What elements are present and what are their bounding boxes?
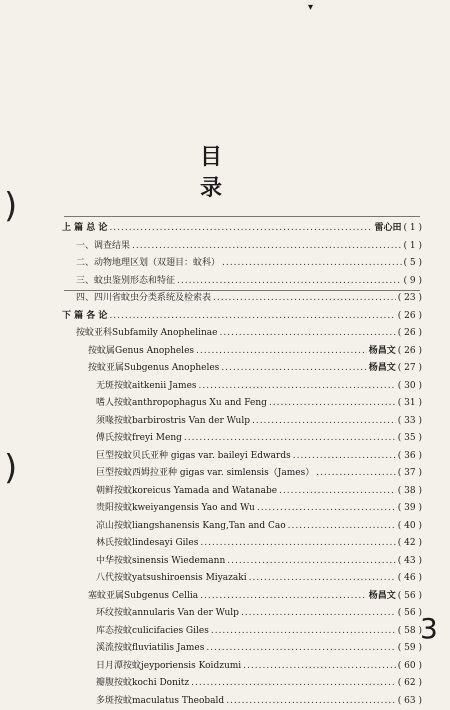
toc-entry-page: ( 37 ) — [398, 465, 422, 483]
toc-entry — [62, 605, 422, 623]
dot-leader — [222, 255, 402, 273]
toc-entry-label: 环纹按蚊annularis Van der Wulp — [96, 605, 239, 623]
toc-entry — [62, 273, 422, 291]
toc-entry — [62, 395, 422, 413]
toc-entry-page: ( 58 ) — [398, 623, 422, 641]
toc-entry-page: ( 23 ) — [398, 290, 422, 308]
dot-leader — [220, 325, 396, 343]
toc-entry-page: ( 62 ) — [398, 675, 422, 693]
toc-entry-author: 雷心田 — [375, 220, 402, 238]
dot-leader — [279, 483, 396, 501]
toc-entry-label: 无斑按蚊aitkenii James — [96, 378, 197, 396]
toc-entry-page: ( 33 ) — [398, 413, 422, 431]
toc-entry-author: 杨昌文 — [369, 343, 396, 361]
toc-entry-label: 八代按蚊yatsushiroensis Miyazaki — [96, 570, 247, 588]
toc-entry-page: ( 27 ) — [398, 360, 422, 378]
toc-entry-page: ( 43 ) — [398, 553, 422, 571]
toc-entry-label: 按蚊亚属Subgenus Anopheles — [88, 360, 219, 378]
toc-entry-author: 杨昌文 — [369, 588, 396, 606]
toc-entry-label: 三、蚊虫鉴别形态和特征 — [76, 273, 175, 291]
margin-bracket-top: ) — [4, 186, 17, 226]
toc-entry-page: ( 38 ) — [398, 483, 422, 501]
dot-leader — [206, 640, 395, 658]
toc-entry-label: 贵阳按蚊kweiyangensis Yao and Wu — [96, 500, 255, 518]
toc-entry-page: ( 26 ) — [398, 308, 422, 326]
dot-leader — [200, 588, 367, 606]
dot-leader — [252, 413, 396, 431]
toc-entry — [62, 430, 422, 448]
dot-leader — [243, 658, 396, 676]
toc-entry-page: ( 1 ) — [404, 220, 422, 238]
dot-leader — [227, 553, 396, 571]
toc-entry — [62, 500, 422, 518]
toc-entry-page: ( 42 ) — [398, 535, 422, 553]
toc-entry-label: 凉山按蚊liangshanensis Kang,Tan and Cao — [96, 518, 286, 536]
dot-leader — [221, 360, 366, 378]
toc-entry-page: ( 26 ) — [398, 325, 422, 343]
toc-entry — [62, 238, 422, 256]
toc-entry — [62, 325, 422, 343]
toc-entry-label: 林氏按蚊lindesayi Giles — [96, 535, 198, 553]
toc-entry-label: 中华按蚊sinensis Wiedemann — [96, 553, 225, 571]
toc-entry-page: ( 56 ) — [398, 605, 422, 623]
toc-entry-page: ( 60 ) — [398, 658, 422, 676]
margin-bracket-bottom: ) — [4, 448, 17, 488]
toc-entry-page: ( 36 ) — [398, 448, 422, 466]
toc-entry-label: 巨型按蚊西姆拉亚种 gigas var. simlensis（James） — [96, 465, 314, 483]
dot-leader — [196, 343, 367, 361]
dot-leader — [213, 290, 396, 308]
dot-leader — [199, 378, 396, 396]
toc-entry-label: 日月潭按蚊jeyporiensis Koidzumi — [96, 658, 241, 676]
dot-leader — [200, 535, 395, 553]
toc-entry — [62, 658, 422, 676]
toc-entry-page: ( 1 ) — [404, 238, 422, 256]
toc-entry — [62, 378, 422, 396]
toc-entry-label: 四、四川省蚊虫分类系统及检索表 — [76, 290, 211, 308]
dot-leader — [288, 518, 396, 536]
toc-entry-page: ( 26 ) — [398, 343, 422, 361]
toc-entry-page: ( 5 ) — [404, 255, 422, 273]
dot-leader — [249, 570, 396, 588]
toc-entry-label: 溪流按蚊fluviatilis James — [96, 640, 204, 658]
toc-entry-page: ( 59 ) — [398, 640, 422, 658]
toc-entry-page: ( 40 ) — [398, 518, 422, 536]
toc-entry — [62, 343, 422, 361]
toc-entry — [62, 255, 422, 273]
dot-leader — [177, 273, 402, 291]
toc-entry-page: ( 63 ) — [398, 693, 422, 710]
toc-entry-label: 下 篇 各 论 — [62, 308, 107, 326]
toc-entry — [62, 483, 422, 501]
toc-entry — [62, 623, 422, 641]
toc-entry-label: 塞蚊亚属Subgenus Cellia — [88, 588, 198, 606]
dot-leader — [269, 395, 396, 413]
dot-leader — [191, 675, 396, 693]
toc-entry — [62, 290, 422, 308]
toc-entry — [62, 308, 422, 326]
toc-entry-page: ( 39 ) — [398, 500, 422, 518]
section-rule — [64, 290, 420, 291]
page-number: 3 — [420, 612, 438, 645]
top-rule — [64, 216, 420, 217]
toc-entry-page: ( 30 ) — [398, 378, 422, 396]
dot-leader — [226, 693, 396, 710]
toc-entry-page: ( 31 ) — [398, 395, 422, 413]
toc-entry — [62, 413, 422, 431]
toc-entry-label: 巨型按蚊贝氏亚种 gigas var. baileyi Edwards — [96, 448, 291, 466]
toc-entry-label: 朝鲜按蚊koreicus Yamada and Watanabe — [96, 483, 277, 501]
toc-entry — [62, 220, 422, 238]
toc-entry-label: 库态按蚊culicifacies Giles — [96, 623, 209, 641]
toc-entry — [62, 360, 422, 378]
toc-entry — [62, 448, 422, 466]
toc-entry-label: 瓣腹按蚊kochi Donitz — [96, 675, 189, 693]
toc-entry-label: 按蚊亚科Subfamily Anophelinae — [76, 325, 218, 343]
toc-entry — [62, 693, 422, 710]
toc-entry-label: 傅氏按蚊freyi Meng — [96, 430, 182, 448]
toc-entry-page: ( 9 ) — [404, 273, 422, 291]
dot-leader — [184, 430, 396, 448]
dot-leader — [109, 308, 395, 326]
ink-mark: ▾ — [308, 2, 313, 13]
toc-entry-label: 一、调查结果 — [76, 238, 130, 256]
toc-entry-label: 嗜人按蚊anthropophagus Xu and Feng — [96, 395, 267, 413]
dot-leader — [109, 220, 372, 238]
toc-entry-page: ( 56 ) — [398, 588, 422, 606]
toc-entry — [62, 588, 422, 606]
toc-entry-page: ( 35 ) — [398, 430, 422, 448]
toc-entry-label: 上 篇 总 论 — [62, 220, 107, 238]
toc-entry-page: ( 46 ) — [398, 570, 422, 588]
toc-entry — [62, 518, 422, 536]
dot-leader — [211, 623, 396, 641]
toc-entry-label: 须喙按蚊barbirostris Van der Wulp — [96, 413, 250, 431]
toc-entry — [62, 675, 422, 693]
table-of-contents — [62, 220, 422, 710]
toc-entry — [62, 640, 422, 658]
toc-entry — [62, 553, 422, 571]
dot-leader — [316, 465, 396, 483]
toc-entry-label: 多斑按蚊maculatus Theobald — [96, 693, 224, 710]
dot-leader — [257, 500, 396, 518]
toc-entry-label: 按蚊属Genus Anopheles — [88, 343, 194, 361]
dot-leader — [293, 448, 396, 466]
dot-leader — [241, 605, 396, 623]
toc-entry-label: 二、动物地理区划（双翅目：蚊科） — [76, 255, 220, 273]
toc-entry — [62, 465, 422, 483]
toc-entry-author: 杨昌文 — [369, 360, 396, 378]
toc-entry — [62, 535, 422, 553]
dot-leader — [132, 238, 402, 256]
toc-entry — [62, 570, 422, 588]
page-title: 目 录 — [200, 140, 300, 202]
